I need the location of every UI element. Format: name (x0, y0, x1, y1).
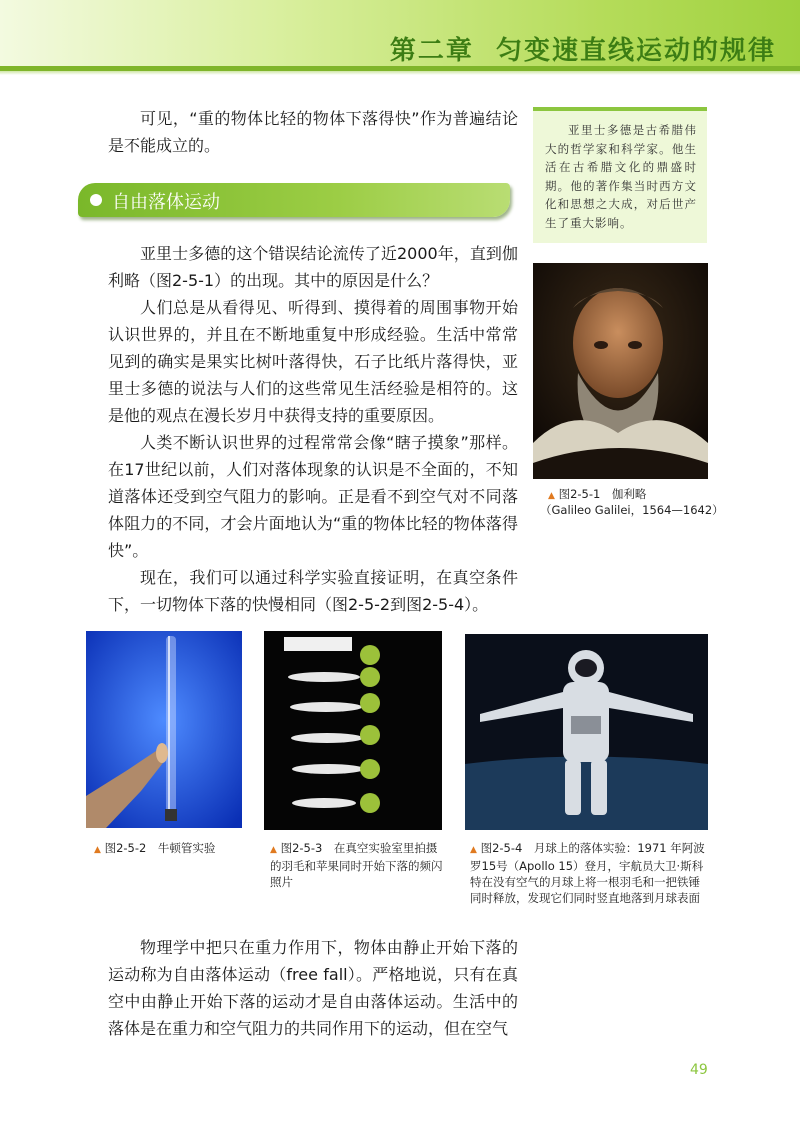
bullet-dot-icon (90, 194, 102, 206)
page-number: 49 (690, 1062, 708, 1078)
feather-apple-strobe-photo (264, 631, 442, 830)
caption-vacuum-strobe (270, 840, 446, 890)
caption-galileo-line2: （Galileo Galilei，1564—1642） (540, 503, 724, 517)
caption-marker-icon: ▲ (94, 845, 101, 855)
paragraph-blind-men: 人类不断认识世界的过程常常会像“瞎子摸象”那样。在17世纪以前，人们对落体现象的认识是不全面的，不知道落体还受到空气阻力的影响。正是看不到空气对不同落体阻力的不同，才会片面地认为“重的物体比轻的物体落得快”。 (108, 433, 518, 560)
header-shadow (0, 71, 800, 75)
caption-newton-tube-text: 图2-5-2 牛顿管实验 (104, 841, 216, 855)
paragraph-history: 亚里士多德的这个错误结论流传了近2000年，直到伽利略（图2-5-1）的出现。其中的原因是什么？ (108, 244, 518, 290)
section-title: 自由落体运动 (112, 192, 220, 213)
caption-galileo-title: 图2-5-1 伽利略 (558, 487, 647, 501)
paragraph-conclusion: 可见，“重的物体比轻的物体下落得快”作为普遍结论是不能成立的。 (108, 109, 518, 155)
caption-moon-experiment (470, 840, 710, 906)
sidebar-aristotle-text: 亚里士多德是古希腊伟大的哲学家和科学家。他生活在古希腊文化的鼎盛时期。他的著作集当时西方文化和思想之大成，对后世产生了重大影响。 (545, 123, 697, 230)
paragraph-free-fall-definition: 物理学中把只在重力作用下，物体由静止开始下落的运动称为自由落体运动（free fall）。严格地说，只有在真空中由静止开始下落的运动才是自由落体运动。生活中的落体是在重力和空气阻力的共同作用下的运动，但在空气 (108, 938, 518, 1038)
caption-newton-tube (94, 840, 244, 858)
caption-moon-experiment-text: 图2-5-4 月球上的落体实验：1971 年阿波罗15号（Apollo 15）登月，宇航员大卫·斯科特在没有空气的月球上将一根羽毛和一把铁锤同时释放，发现它们同时竖直地落到月球表面 (470, 841, 705, 905)
caption-marker-icon: ▲ (548, 491, 555, 501)
section-heading-bar (78, 183, 510, 217)
galileo-portrait (533, 263, 708, 479)
paragraph-vacuum-proof: 现在，我们可以通过科学实验直接证明，在真空条件下，一切物体下落的快慢相同（图2-5-2到图2-5-4）。 (108, 568, 518, 614)
newton-tube-photo (86, 631, 242, 828)
caption-vacuum-strobe-text: 图2-5-3 在真空实验室里拍摄的羽毛和苹果同时开始下落的频闪照片 (270, 841, 443, 889)
moon-astronaut-photo (465, 634, 708, 830)
sidebar-note (533, 107, 707, 243)
chapter-title: 第二章 匀变速直线运动的规律 (389, 36, 776, 66)
caption-marker-icon: ▲ (270, 845, 277, 855)
paragraph-experience: 人们总是从看得见、听得到、摸得着的周围事物开始认识世界的，并且在不断地重复中形成经验。生活中常常见到的确实是果实比树叶落得快，石子比纸片落得快，亚里士多德的说法与人们的这些常见生活经验是相符的。这是他的观点在漫长岁月中获得支持的重要原因。 (108, 298, 518, 425)
caption-marker-icon: ▲ (470, 845, 477, 855)
